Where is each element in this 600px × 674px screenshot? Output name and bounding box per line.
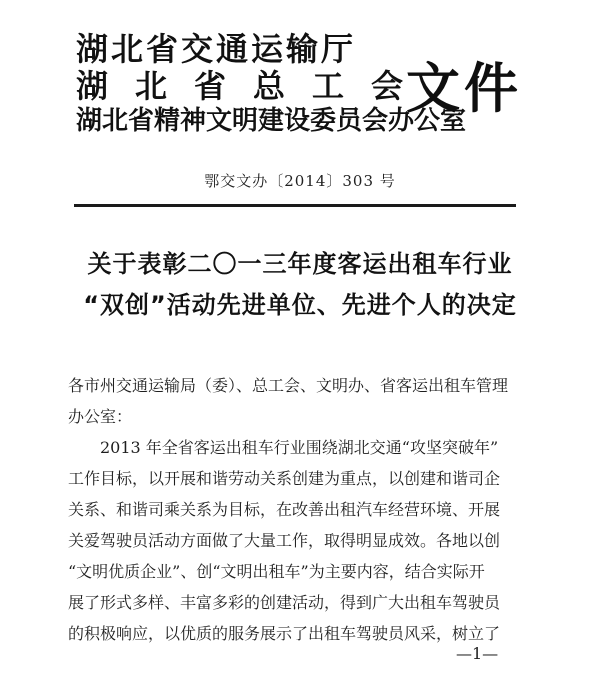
document-type-label: 文件 [406,57,522,120]
paragraph-line: “文明优质企业”、创“文明出租车”为主要内容，结合实际开 [68,562,485,581]
paragraph-line: 工作目标，以开展和谐劳动关系创建为重点，以创建和谐司企 [68,469,501,488]
document-title-line-2: “双创”活动先进单位、先进个人的决定 [83,291,517,319]
paragraph-line: 关系、和谐司乘关系为目标，在改善出租汽车经营环境、开展 [68,500,501,519]
paragraph-line: 关爱驾驶员活动方面做了大量工作，取得明显成效。各地以创 [68,531,501,550]
header-divider [74,204,516,207]
issuer-transport-department: 湖北省交通运输厅 [76,30,357,68]
paragraph-line: 2013 年全省客运出租车行业围绕湖北交通“攻坚突破年” [100,438,499,457]
issuer-federation-of-trade-unions: 湖北省总工会 [76,67,431,105]
page-number: —1— [456,644,499,663]
document-title-line-1: 关于表彰二〇一三年度客运出租车行业 [87,250,513,278]
document-body [68,370,528,649]
paragraph-line: 展了形式多样、丰富多彩的创建活动，得到广大出租车驾驶员 [68,593,501,612]
salutation-line: 办公室： [68,407,133,426]
salutation-line: 各市州交通运输局（委）、总工会、文明办、省客运出租车管理 [68,376,509,395]
issuer-civilization-office: 湖北省精神文明建设委员会办公室 [76,106,467,136]
document-number: 鄂交文办〔2014〕303 号 [204,172,396,190]
paragraph-line: 的积极响应，以优质的服务展示了出租车驾驶员风采，树立了 [68,624,501,643]
